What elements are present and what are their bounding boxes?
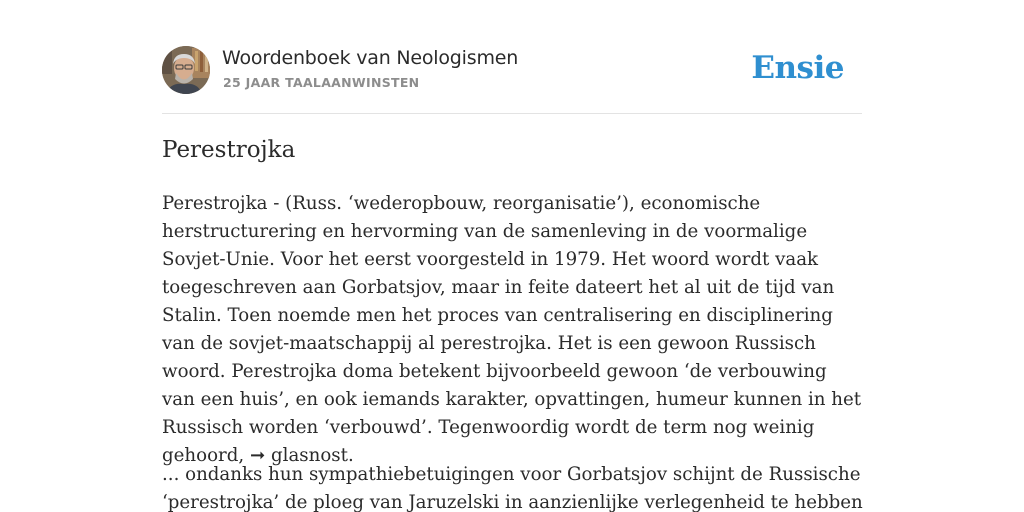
- source-title[interactable]: Woordenboek van Neologismen: [222, 47, 519, 69]
- glasnost-link[interactable]: glasnost: [270, 445, 348, 466]
- entry-definition: [162, 190, 864, 470]
- definition-text: Perestrojka - (Russ. ‘wederopbouw, reorganisatie’), economische herstructurering en hervorming van de samenleving in de voormalige Sovjet-Unie. Voor het eerst voorgesteld in 1979. Het woord wordt vaak toegeschreven aan Gorbatsjov, maar in feite dateert het al uit de tijd van Stalin. Toen noemde men het proces van centralisering en disciplinering van de sovjet-maatschappij al perestrojka. Het is een gewoon Russisch woord. Perestrojka doma betekent bijvoorbeeld gewoon ‘de verbouwing van een huis’, en ook iemands karakter, opvattingen, humeur kunnen in het Russisch worden ‘verbouwd’. Tegenwoordig wordt de term nog weinig gehoord,: [162, 193, 862, 466]
- arrow-right-icon: ➞: [249, 445, 266, 466]
- entry-title: Perestrojka: [162, 137, 296, 163]
- author-avatar[interactable]: [162, 46, 210, 94]
- ensie-logo[interactable]: Ensie: [751, 50, 844, 86]
- entry-quote: ... ondanks hun sympathiebetuigingen voor Gorbatsjov schijnt de Russische ‘perestrojka’ de ploeg van Jaruzelski in aanzienlijke verlegenheid te hebben: [162, 464, 863, 512]
- definition-end: .: [347, 445, 354, 466]
- author-portrait-icon: [162, 46, 210, 94]
- source-subtitle: 25 JAAR TAALAANWINSTEN: [223, 75, 420, 90]
- header: [162, 46, 862, 96]
- header-divider: [162, 113, 862, 114]
